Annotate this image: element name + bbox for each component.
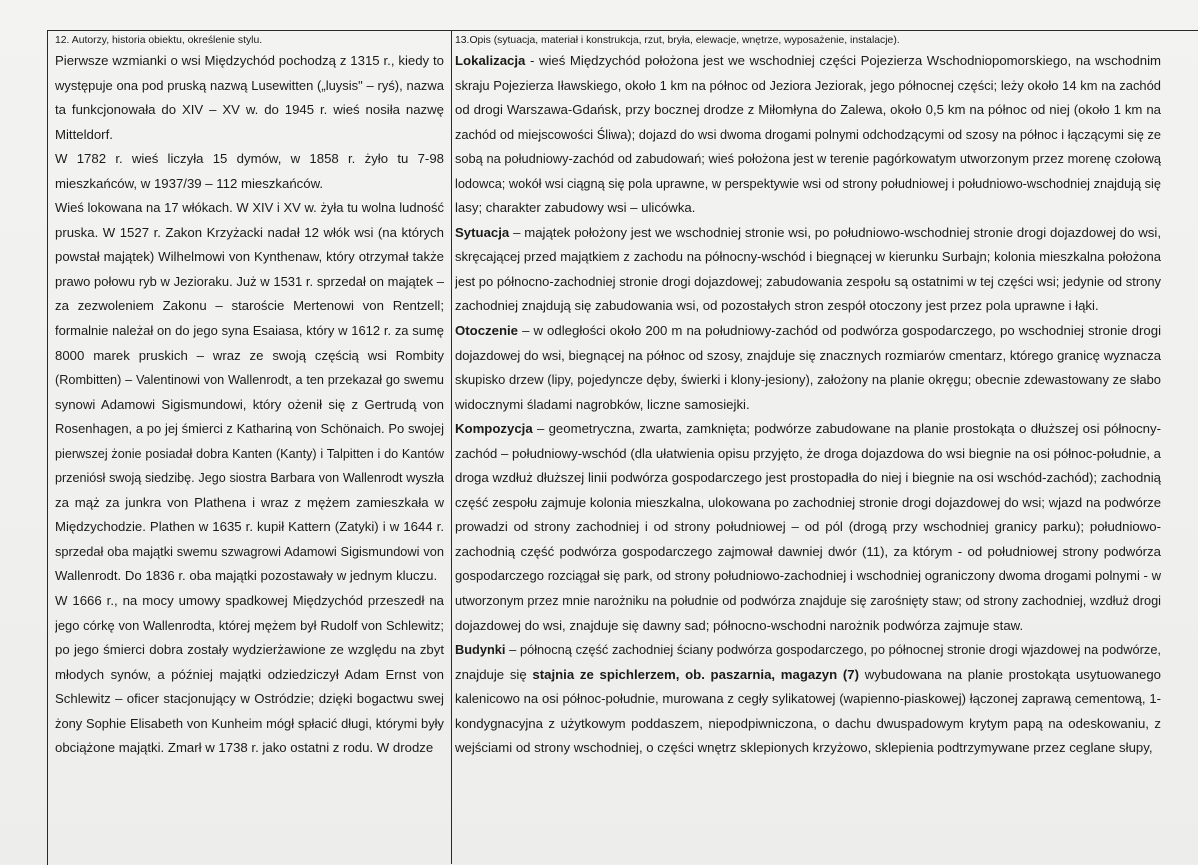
line-text: mieszkańców, w 1937/39 – 112 mieszkańców. — [55, 175, 324, 191]
left-column-header: 12. Autorzy, historia obiektu, określenie stylu. — [55, 35, 263, 46]
text-line — [455, 270, 1161, 295]
line-text: lasy; charakter zabudowy wsi – ulicówka. — [455, 200, 696, 216]
line-text: – geometryczna, zwarta, zamknięta; podwórze zabudowane na planie prostokąta o dłuższej osi północny- — [532, 421, 1161, 437]
text-line — [455, 196, 1161, 221]
text-line — [455, 589, 1161, 614]
section-heading: Lokalizacja — [455, 53, 526, 68]
line-text: synowi Adamowi Sigismundowi, który ożenił się z Gertrudą von — [55, 396, 444, 412]
line-text: wybudowana na planie prostokąta usytuowanego — [859, 666, 1161, 682]
line-text: – w odległości około 200 m na południowy-zachód od podwórza gospodarczego, po wschodniej stronie drogi — [518, 323, 1161, 339]
building-name: stajnia ze spichlerzem, ob. paszarnia, magazyn (7) — [532, 666, 860, 682]
text-line — [455, 638, 1161, 663]
line-text: utworzonym przez mnie narożniku na południe od podwórza znajduje się zarośnięty staw; od strony zachodniej, wzdłuż drogi — [455, 593, 1161, 609]
line-text: przeniósł swoją siedzibę. Jego siostra Barbara von Wallenrodt wyszła — [55, 471, 444, 486]
line-text: młodych synów, a później majątki odziedziczył Adam Ernst von — [55, 666, 444, 682]
text-line — [55, 221, 444, 246]
section-heading: Otoczenie — [455, 323, 519, 339]
line-text: – majątek położony jest we wschodniej stronie wsi, po południowo-wschodniej stronie drogi dojazdowej do wsi, — [509, 224, 1161, 240]
line-text: zachodniej znajdują się zabudowania wsi, od pozostałych stron zespół otoczony jest przez pola uprawne i łąki. — [455, 298, 1099, 314]
line-text: Mitteldorf. — [55, 126, 113, 142]
text-line — [455, 245, 1161, 270]
line-text: ta funkcjonowała do XIV – XV w. do 1945 r. wieś nosiła nazwę — [55, 102, 444, 118]
column-divider — [451, 30, 452, 864]
text-line — [455, 712, 1161, 737]
line-text: sobą na południowy-zachód od zabudowań; wieś położona jest w terenie pagórkowatym utworzonym przez morenę czołową — [455, 151, 1161, 167]
text-line — [55, 442, 444, 467]
line-text: W 1782 r. wieś liczyła 15 dymów, w 1858 r. żyło tu 7-98 — [55, 151, 444, 167]
line-text: - wieś Międzychód położona jest we wschodniej części Pojezierza Wschodniopomorskiego, na wschodnim — [525, 53, 1161, 68]
text-line — [55, 614, 444, 639]
text-line — [55, 196, 444, 221]
text-line — [55, 638, 444, 663]
text-line — [55, 319, 444, 344]
text-line — [55, 270, 444, 295]
line-text: gospodarczego rozciągał się park, od strony południowo-zachodniej i wschodniej ograniczony dwoma drogami polnymi - w — [455, 568, 1161, 584]
text-line — [455, 736, 1161, 761]
right-column — [455, 34, 1161, 761]
text-line — [455, 564, 1161, 589]
section-heading: Kompozycja — [455, 421, 533, 437]
line-text: Rosenhagen, a po jej śmierci z Kathariną von Schönaich. Po swojej — [55, 421, 444, 437]
text-line — [55, 736, 444, 761]
left-column-text — [55, 49, 444, 761]
text-line — [55, 515, 444, 540]
line-text: jego córkę von Wallenrodta, której mężem był Rudolf von Schlewitz; — [55, 617, 444, 633]
text-line — [55, 147, 444, 172]
line-text: kondygnacyjna z użytkowym poddaszem, niepodpiwniczona, o dachu dwuspadowym krytym papą na odeskowaniu, z — [455, 715, 1161, 731]
line-text: widocznymi śladami nagrobków, liczne samosiejki. — [455, 396, 750, 412]
line-text: Schlewitz – oficer stacjonujący w Ostródzie; dzięki bogactwu swej — [55, 691, 444, 707]
text-line — [455, 98, 1161, 123]
line-text: 8000 marek pruskich – wraz ze swoją częścią wsi Rombity — [55, 347, 444, 363]
line-text: skupisko drzew (lipy, pojedyncze dęby, świerki i klony-jesiony), założony na planie okręgu; obecnie zdewastowany ze słabo — [455, 372, 1161, 388]
text-line — [55, 589, 444, 614]
text-line — [55, 687, 444, 712]
right-column-text — [455, 49, 1161, 761]
line-text: skraju Pojezierza Iławskiego, około 1 km na północ od Jeziora Jeziorak, jego północnej części; leży około 14 km na zachód — [455, 77, 1161, 93]
text-line — [55, 245, 444, 270]
text-line — [55, 417, 444, 442]
line-text: W 1666 r., na mocy umowy spadkowej Międzychód przeszedł na — [55, 593, 444, 609]
line-text: zachód – południowy-wschód (dla ułatwienia opisu przyjęto, że droga dojazdowa do wsi biegnie na osi północ-południe, a — [455, 445, 1161, 461]
text-line — [455, 49, 1161, 74]
line-text: zachód od miejscowości Śliwa); dojazd do wsi dwoma drogami polnymi odchodzącymi od szosy na północ i łączącymi się ze — [455, 126, 1161, 142]
line-text: powstał majątek) Wilhelmowi von Kynthenaw, który otrzymał także — [55, 249, 444, 265]
text-line — [455, 417, 1161, 442]
line-text: sprzedał oba majątki swemu szwagrowi Adamowi Sigismundowi von — [55, 543, 444, 559]
text-line — [55, 294, 444, 319]
text-line — [455, 491, 1161, 516]
line-text: żony Sophie Elisabeth von Kunheim mógł spłacić długi, którymi były — [55, 715, 444, 731]
text-line — [55, 368, 444, 393]
text-line — [455, 147, 1161, 172]
text-line — [55, 393, 444, 418]
text-line — [455, 393, 1161, 418]
text-line — [455, 466, 1161, 491]
text-line — [455, 221, 1161, 246]
text-line — [55, 123, 444, 148]
text-line — [55, 74, 444, 99]
line-text: Wallenrodt. Do 1836 r. oba majątki pozostawały w jednym kluczu. — [55, 568, 438, 584]
line-text: formalnie należał on do jego syna Esaiasa, który w 1612 r. za sumę — [55, 323, 444, 339]
left-column — [55, 34, 444, 761]
text-line — [55, 49, 444, 74]
line-text: znajduje się — [455, 666, 533, 682]
text-line — [455, 614, 1161, 639]
line-text: jest po północno-zachodniej stronie drogi dojazdowej; zabudowania zespołu są ostatnimi w tej części wsi; jedynie od strony — [455, 273, 1161, 289]
line-text: za zezwoleniem Zakonu – staroście Mertenowi von Rentzell; — [55, 298, 444, 314]
line-text: Wieś lokowana na 17 włókach. W XIV i XV w. żyła tu wolna ludność — [55, 200, 444, 216]
line-text: pierwszej żonie posiadał dobra Kanten (Kanty) i Talpitten i do Kantów — [55, 446, 444, 461]
text-line — [55, 564, 444, 589]
line-text: dojazdowej do wsi, znajduje się dawny sad; północno-wschodni narożnik podwórza zajmuje staw. — [455, 617, 1024, 633]
text-line — [455, 663, 1161, 688]
text-line — [55, 540, 444, 565]
line-text: dojazdowej do wsi, biegnącej na północ od szosy, znajduje się znacznych rozmiarów cmentarz, którego granicę wyznacza — [455, 347, 1161, 363]
line-text: prowadzi od strony zachodniej i od strony południowej – od pól (drogą przy wschodniej granicy parku); południowo- — [455, 519, 1161, 535]
text-line — [55, 98, 444, 123]
text-line — [455, 123, 1161, 148]
line-text: – północną część zachodniej ściany podwórza gospodarczego, po północnej stronie drogi wjazdowej na podwórze, — [505, 642, 1161, 658]
text-line — [55, 466, 444, 491]
right-column-header: 13.Opis (sytuacja, materiał i konstrukcja, rzut, bryła, elewacje, wnętrze, wyposażenie, instalacje). — [455, 35, 900, 46]
section-heading: Budynki — [455, 642, 506, 658]
text-line — [55, 712, 444, 737]
text-line — [455, 172, 1161, 197]
line-text: wejściami od strony wschodniej, o części wnętrz sklepionych krzyżowo, sklepienia podtrzymywane przez ceglane słupy, — [455, 740, 1153, 756]
line-text: od drogi Warszawa-Gdańsk, przy bocznej drodze z Miłomłyna do Zalewa, około 0,5 km na północ od niej (około 1 km na — [455, 102, 1161, 118]
text-line — [55, 491, 444, 516]
line-text: droga wzdłuż dłuższej linii podwórza gospodarczego jest prostopadła do niej i biegnie na osi wschód-zachód); zachodnią — [455, 470, 1161, 486]
text-line — [455, 687, 1161, 712]
line-text: skręcającej przed majątkiem z zachodu na północny-wschód i biegnącej w kierunku Surbajn; kolonia mieszkalna położona — [455, 249, 1161, 265]
line-text: za mąż za junkra von Plathena i wraz z mężem zamieszkała w — [55, 494, 444, 510]
text-line — [55, 663, 444, 688]
text-line — [455, 319, 1161, 344]
line-text: (Rombitten) – Valentinowi von Wallenrodt, a ten przekazał go swemu — [55, 372, 444, 388]
text-line — [55, 172, 444, 197]
line-text: występuje ona pod pruską nazwą Lusewitten („luysis" – ryś), nazwa — [55, 77, 444, 93]
line-text: część zespołu zajmuje kolonia mieszkalna, ulokowana po zachodniej stronie drogi dojazdowej do wsi; wjazd na podwórze — [455, 494, 1161, 510]
line-text: obciążone majątki. Zmarł w 1738 r. jako ostatni z rodu. W drodze — [55, 740, 434, 756]
text-line — [455, 74, 1161, 99]
line-text: Międzychodzie. Plathen w 1635 r. kupił Kattern (Zatyki) i w 1644 r. — [55, 519, 444, 535]
text-line — [455, 294, 1161, 319]
text-line — [455, 368, 1161, 393]
line-text: prawo połowu ryb w Jezioraku. Już w 1531 r. sprzedał on majątek – — [55, 273, 444, 289]
section-heading: Sytuacja — [455, 224, 510, 240]
line-text: pruska. W 1527 r. Zakon Krzyżacki nadał 12 włók wsi (na których — [55, 224, 444, 240]
line-text: Pierwsze wzmianki o wsi Międzychód pochodzą z 1315 r., kiedy to — [55, 53, 444, 68]
line-text: kalenicowo na osi północ-południe, murowana z cegły sylikatowej (wapienno-piaskowej) łączonej zaprawą cementową, 1- — [455, 691, 1161, 707]
text-line — [455, 540, 1161, 565]
text-line — [455, 442, 1161, 467]
line-text: po jego śmierci dobra zostały wydzierżawione ze względu na zbyt — [55, 642, 444, 658]
text-line — [455, 515, 1161, 540]
text-line — [55, 344, 444, 369]
line-text: zachodnią część podwórza gospodarczego zajmował dawniej dwór (11), za którym - od południowej strony podwórza — [455, 543, 1161, 559]
line-text: lodowca; wokół wsi ciągną się pola uprawne, w perspektywie wsi od strony południowej i południowo-wschodniej znajdują się — [455, 175, 1161, 191]
text-line — [455, 344, 1161, 369]
